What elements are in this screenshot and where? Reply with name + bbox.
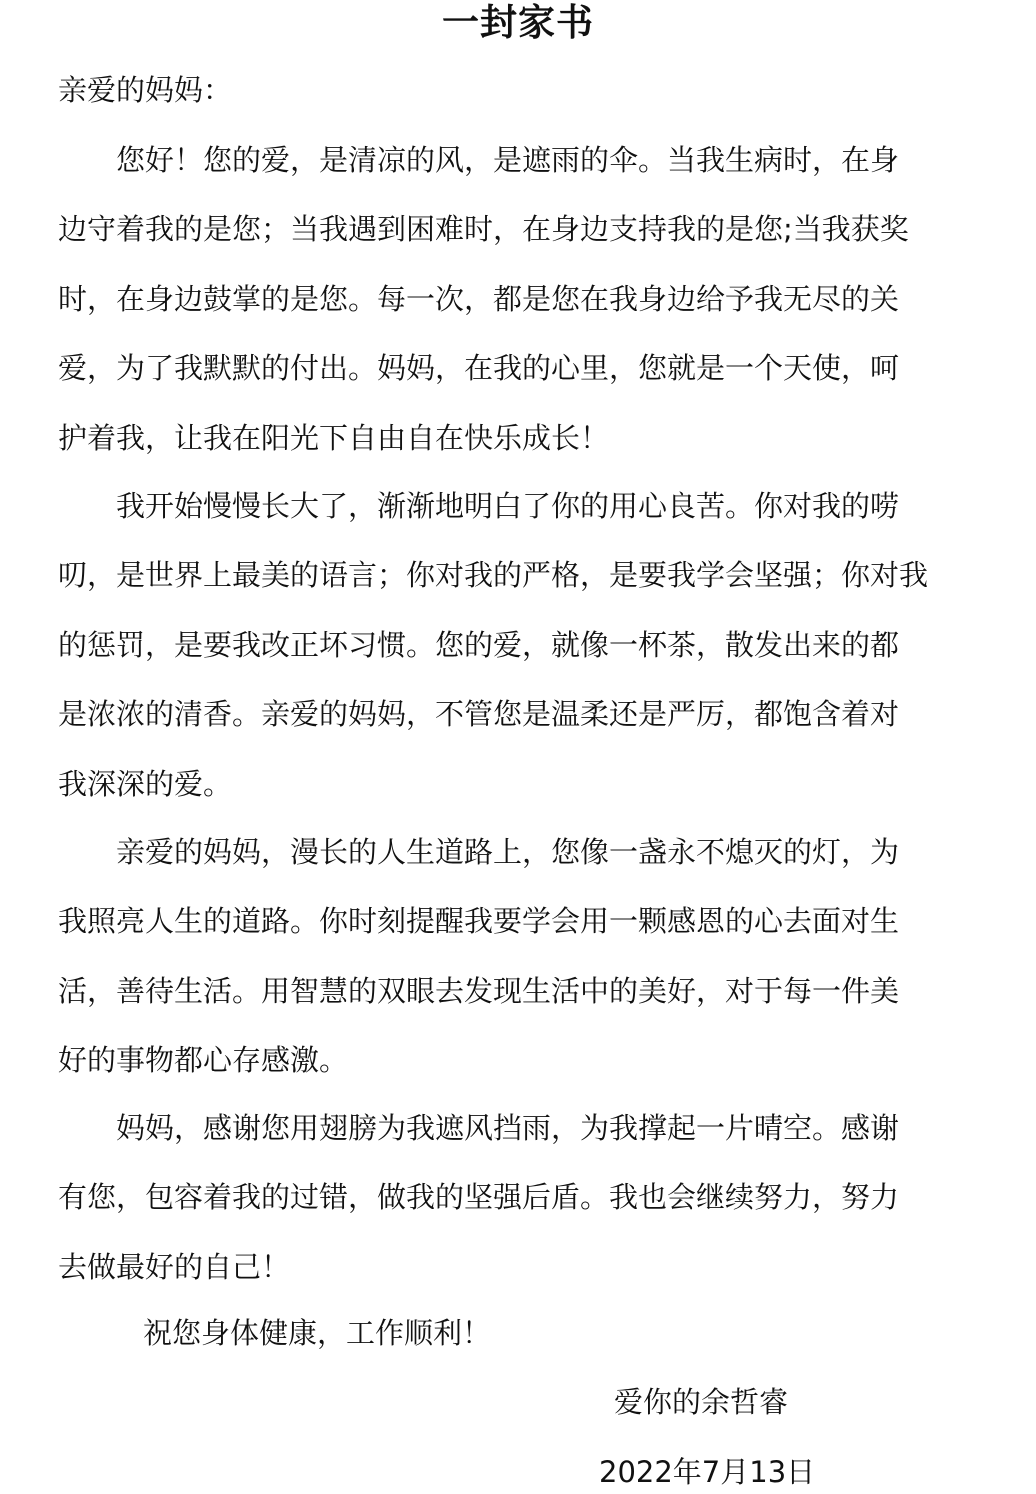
letter-paragraph-2	[58, 472, 976, 819]
paragraph-line: 您好！您的爱，是清凉的风，是遮雨的伞。当我生病时，在身	[58, 143, 900, 177]
paragraph-line: 我深深的爱。	[58, 766, 233, 801]
paragraph-line: 是浓浓的清香。亲爱的妈妈，不管您是温柔还是严厉，都饱含着对	[58, 697, 900, 732]
paragraph-line: 边守着我的是您；当我遇到困难时，在身边支持我的是您;当我获奖	[58, 212, 909, 247]
paragraph-line: 叨，是世界上最美的语言；你对我的严格，是要我学会坚强；你对我	[58, 558, 929, 593]
paragraph-line: 护着我，让我在阳光下自由自在快乐成长！	[58, 420, 610, 455]
paragraph-line: 的惩罚，是要我改正坏习惯。您的爱，就像一杯茶，散发出来的都	[58, 627, 900, 662]
paragraph-line: 亲爱的妈妈，漫长的人生道路上，您像一盏永不熄灭的灯，为	[58, 835, 900, 869]
paragraph-line: 我照亮人生的道路。你时刻提醒我要学会用一颗感恩的心去面对生	[58, 904, 900, 939]
paragraph-line: 妈妈，感谢您用翅膀为我遮风挡雨，为我撑起一片晴空。感谢	[58, 1111, 900, 1145]
paragraph-line: 爱，为了我默默的付出。妈妈，在我的心里，您就是一个天使，呵	[58, 351, 900, 386]
paragraph-line: 去做最好的自己！	[58, 1249, 291, 1284]
letter-paragraph-3	[58, 818, 976, 1096]
letter-salutation: 亲爱的妈妈：	[58, 73, 233, 107]
letter-title: 一封家书	[442, 1, 594, 44]
letter-paragraph-4	[58, 1094, 976, 1302]
letter-signature: 爱你的余哲睿	[614, 1385, 789, 1419]
paragraph-line: 有您，包容着我的过错，做我的坚强后盾。我也会继续努力，努力	[58, 1180, 900, 1215]
paragraph-line: 好的事物都心存感激。	[58, 1043, 349, 1078]
paragraph-line: 时，在身边鼓掌的是您。每一次，都是您在我身边给予我无尽的关	[58, 281, 900, 316]
paragraph-line: 活，善待生活。用智慧的双眼去发现生活中的美好，对于每一件美	[58, 973, 900, 1008]
letter-closing-wish: 祝您身体健康，工作顺利！	[143, 1316, 492, 1350]
paragraph-line: 我开始慢慢长大了，渐渐地明白了你的用心良苦。你对我的唠	[58, 489, 900, 523]
letter-date: 2022年7月13日	[599, 1455, 816, 1489]
letter-paragraph-1	[58, 126, 976, 473]
